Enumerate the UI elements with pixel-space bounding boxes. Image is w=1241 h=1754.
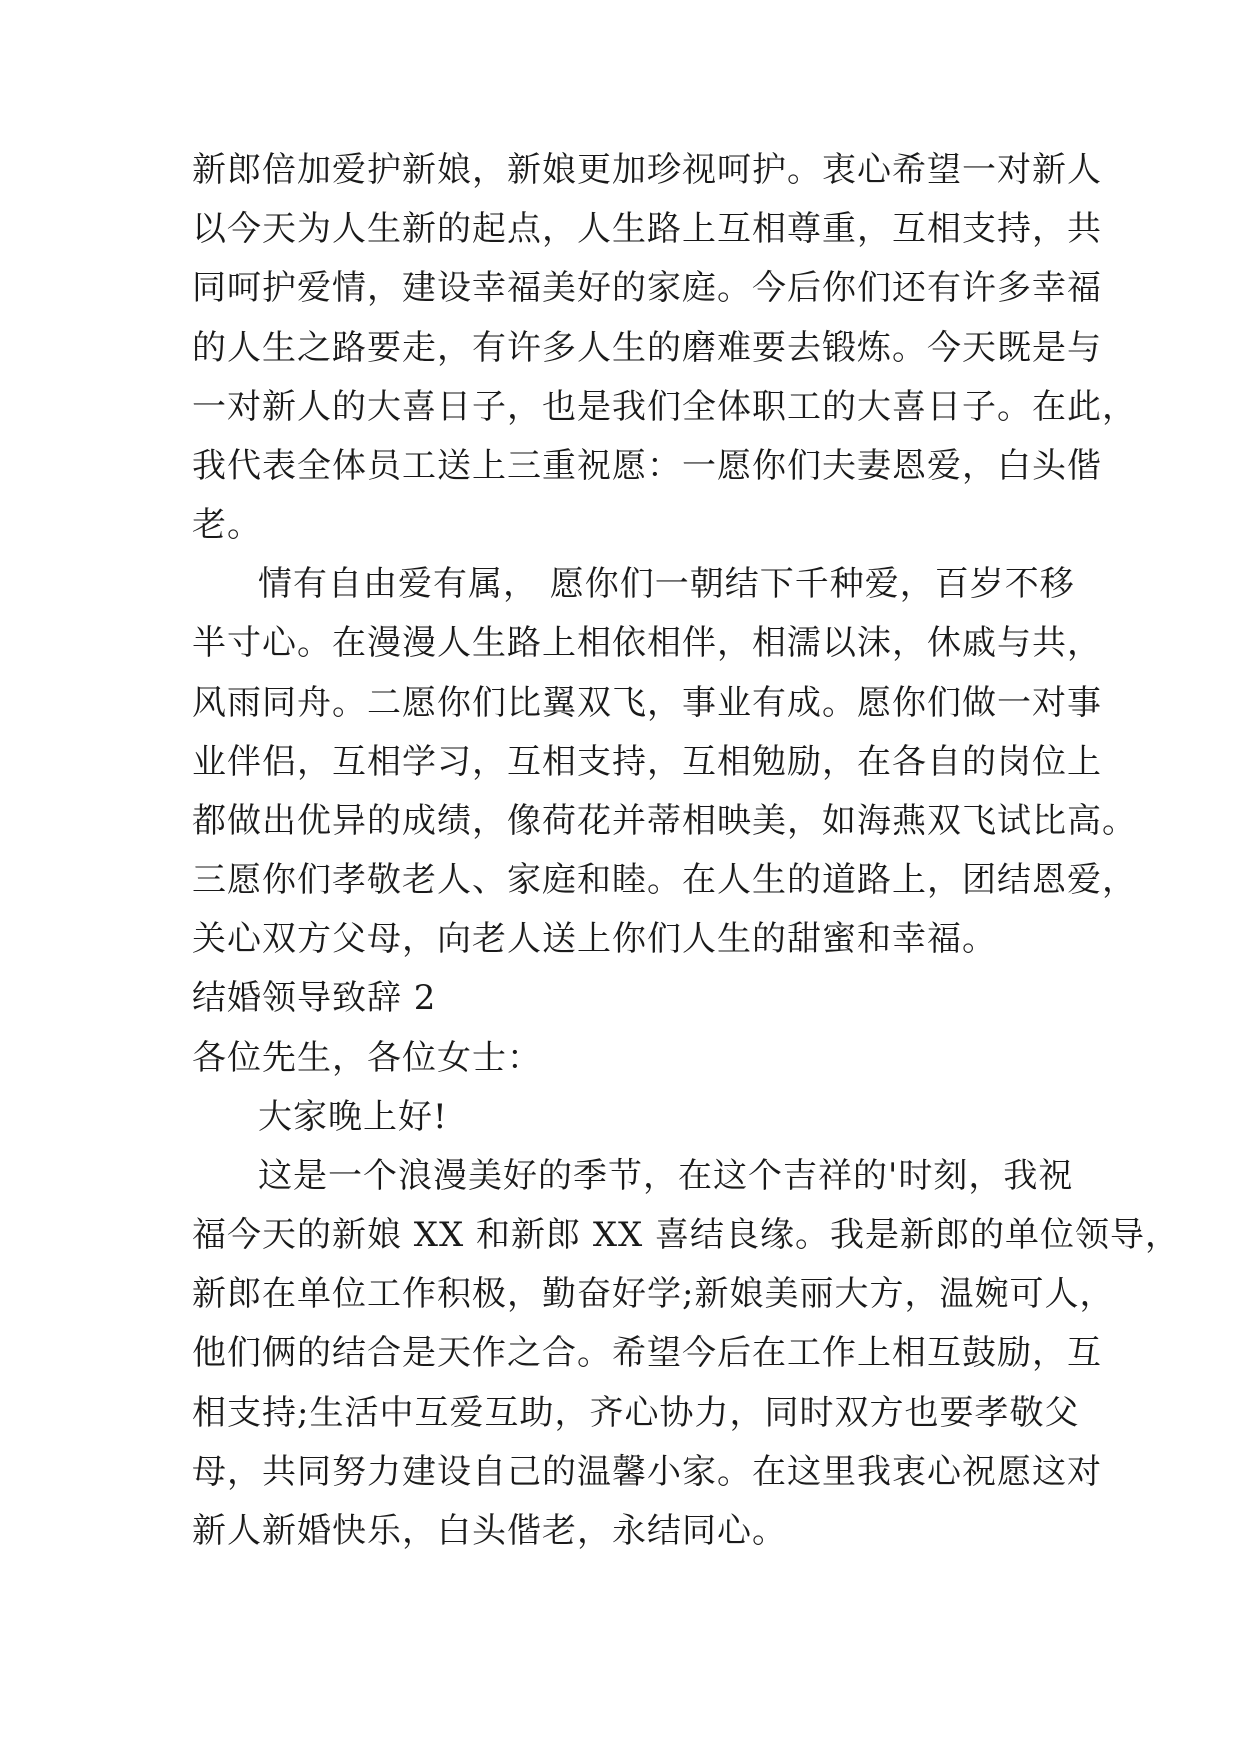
text-line: 他们俩的结合是天作之合。希望今后在工作上相互鼓励，互	[192, 1333, 1102, 1373]
text-line: 都做出优异的成绩，像荷花并蒂相映美，如海燕双飞试比高。	[192, 801, 1137, 841]
text-line: 关心双方父母，向老人送上你们人生的甜蜜和幸福。	[192, 919, 997, 959]
text-line: 老。	[192, 505, 262, 545]
text-line: 母，共同努力建设自己的温馨小家。在这里我衷心祝愿这对	[192, 1452, 1102, 1492]
text-line: 我代表全体员工送上三重祝愿：一愿你们夫妻恩爱，白头偕	[192, 446, 1102, 486]
text-line: 福今天的新娘 XX 和新郎 XX 喜结良缘。我是新郎的单位领导，	[192, 1215, 1181, 1255]
paragraph-start-line: 情有自由爱有属， 愿你们一朝结下千种爱，百岁不移	[258, 564, 1075, 604]
text-line: 新郎倍加爱护新娘，新娘更加珍视呵护。衷心希望一对新人	[192, 150, 1102, 190]
text-line: 三愿你们孝敬老人、家庭和睦。在人生的道路上，团结恩爱，	[192, 860, 1137, 900]
text-line: 的人生之路要走，有许多人生的磨难要去锻炼。今天既是与	[192, 328, 1102, 368]
text-line: 新人新婚快乐，白头偕老，永结同心。	[192, 1511, 787, 1551]
text-line: 风雨同舟。二愿你们比翼双飞，事业有成。愿你们做一对事	[192, 683, 1102, 723]
greeting: 大家晚上好!	[258, 1097, 448, 1137]
text-line: 业伴侣，互相学习，互相支持，互相勉励，在各自的岗位上	[192, 742, 1102, 782]
text-line: 同呵护爱情，建设幸福美好的家庭。今后你们还有许多幸福	[192, 268, 1102, 308]
text-line: 新郎在单位工作积极，勤奋好学;新娘美丽大方，温婉可人，	[192, 1274, 1115, 1314]
text-line: 半寸心。在漫漫人生路上相依相伴，相濡以沫，休戚与共，	[192, 623, 1102, 663]
text-line: 以今天为人生新的起点，人生路上互相尊重，互相支持，共	[192, 209, 1102, 249]
text-line: 一对新人的大喜日子，也是我们全体职工的大喜日子。在此，	[192, 387, 1137, 427]
salutation: 各位先生，各位女士：	[192, 1038, 542, 1078]
paragraph-start-line: 这是一个浪漫美好的季节，在这个吉祥的'时刻，我祝	[258, 1156, 1074, 1196]
section-heading: 结婚领导致辞 2	[192, 978, 437, 1018]
text-line: 相支持;生活中互爱互助，齐心协力，同时双方也要孝敬父	[192, 1393, 1080, 1433]
